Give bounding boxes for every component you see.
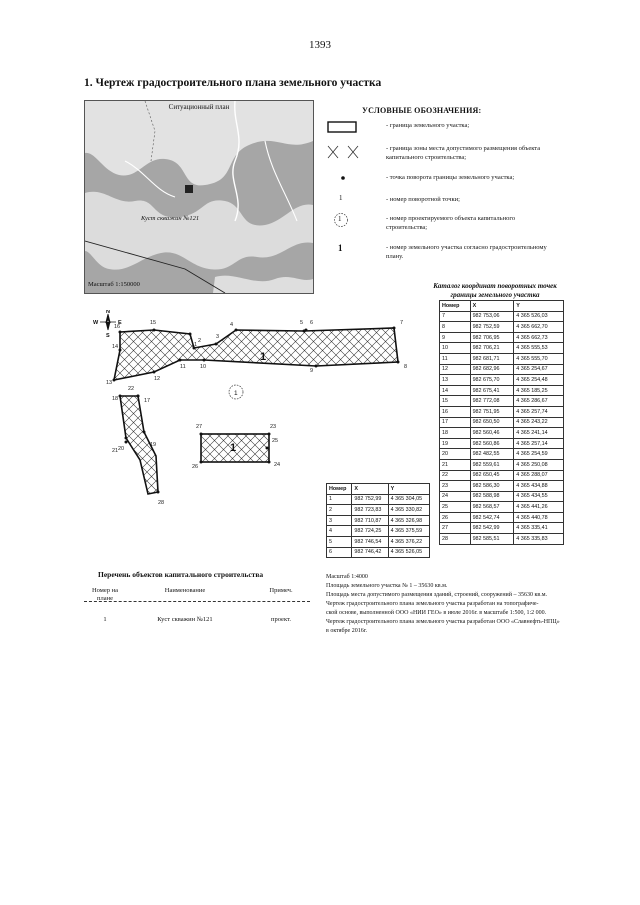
coord-x: 982 675,70 (470, 375, 514, 386)
turn-point-label: 21 (112, 448, 119, 454)
coord-y: 4 365 288,07 (514, 470, 564, 481)
coord-num: 8 (440, 322, 471, 333)
parcel-number-label: 1 (260, 351, 267, 363)
turn-point-dot (153, 371, 156, 374)
turn-point-dot (119, 349, 122, 352)
coord-row (440, 470, 564, 481)
coord-num: 14 (440, 385, 471, 396)
turn-point-dot (215, 343, 218, 346)
coord-header-y: Y (514, 301, 564, 312)
turn-point-label: 8 (404, 364, 408, 370)
coord-x: 982 706,95 (470, 332, 514, 343)
coord-num: 17 (440, 417, 471, 428)
coord-y: 4 365 376,22 (388, 536, 429, 547)
coord-y: 4 365 555,70 (514, 353, 564, 364)
coord-y: 4 365 434,88 (514, 481, 564, 492)
coord-y: 4 365 254,59 (514, 449, 564, 460)
turn-point-label: 17 (144, 398, 151, 404)
legend-dot-icon (340, 175, 346, 181)
coord-x: 982 746,54 (352, 536, 388, 547)
coord-header-num: Номер (327, 484, 352, 495)
turn-point-dot (305, 329, 308, 332)
legend-title: УСЛОВНЫЕ ОБОЗНАЧЕНИЯ: (362, 106, 482, 115)
coord-y: 4 365 257,74 (514, 406, 564, 417)
coord-row (440, 459, 564, 470)
objects-list-title: Перечень объектов капитального строительства (98, 570, 264, 579)
legend-cross-icon (327, 145, 359, 159)
turn-point-dot (125, 441, 128, 444)
situation-scale: Масштаб 1:150000 (88, 281, 140, 288)
coord-num: 10 (440, 343, 471, 354)
turn-point-dot (143, 431, 146, 434)
coord-x: 982 752,99 (352, 494, 388, 505)
turn-point-label: 1 (194, 342, 198, 348)
objects-row-name: Куст скважин №121 (157, 616, 213, 623)
note-scale: Масштаб 1:4000 (326, 574, 368, 580)
coord-x: 982 706,21 (470, 343, 514, 354)
turn-point-dot (189, 333, 192, 336)
coord-row (440, 502, 564, 513)
coord-x: 982 542,99 (470, 523, 514, 534)
legend-rect-icon (327, 121, 357, 133)
turn-point-label: 6 (310, 320, 314, 326)
coord-row (327, 526, 430, 537)
coord-num: 6 (327, 547, 352, 558)
coord-x: 982 542,74 (470, 512, 514, 523)
turn-point-dot (179, 359, 182, 362)
coord-row (440, 385, 564, 396)
coord-num: 12 (440, 364, 471, 375)
coord-x: 982 675,41 (470, 385, 514, 396)
coord-num: 20 (440, 449, 471, 460)
coord-num: 2 (327, 505, 352, 516)
situation-map (84, 100, 314, 294)
turn-point-label: 18 (112, 396, 119, 402)
coord-y: 4 365 440,78 (514, 512, 564, 523)
coord-y: 4 365 335,83 (514, 534, 564, 545)
coord-num: 9 (440, 332, 471, 343)
page-title: 1. Чертеж градостроительного плана земельного участка (84, 77, 382, 89)
coordinate-table-right (439, 300, 564, 545)
coord-row (327, 547, 430, 558)
turn-point-label: 16 (114, 324, 121, 330)
coord-row (440, 523, 564, 534)
turn-point-label: 15 (150, 320, 157, 326)
note-topo-2: ской основе, выполненной ООО «НИИ ГЕО» в июле 2016г. в масштабе 1:500, 1:2 000. (326, 610, 547, 616)
legend-text-parcel: - граница земельного участка; (386, 122, 470, 129)
coord-x: 982 559,61 (470, 459, 514, 470)
coord-num: 23 (440, 481, 471, 492)
turn-point-dot (200, 461, 203, 464)
turn-point-label: 11 (180, 364, 186, 370)
coord-y: 4 365 330,82 (388, 505, 429, 516)
legend-text-point-number: - номер поворотной точки; (386, 196, 460, 203)
turn-point-label: 28 (158, 500, 165, 506)
coord-x: 982 482,55 (470, 449, 514, 460)
coord-x: 982 681,71 (470, 353, 514, 364)
coord-x: 982 746,42 (352, 547, 388, 558)
turn-point-label: 26 (192, 464, 199, 470)
coord-num: 13 (440, 375, 471, 386)
turn-point-dot (268, 433, 271, 436)
coord-row (440, 417, 564, 428)
legend-circle-label: 1 (338, 215, 342, 223)
turn-point-label: 2 (198, 338, 202, 344)
coord-num: 11 (440, 353, 471, 364)
coord-y: 4 365 326,98 (388, 515, 429, 526)
coord-row (440, 343, 564, 354)
legend-text-point: - точка поворота границы земельного участка; (386, 174, 515, 181)
coordinate-catalog-caption: Каталог координат поворотных точек границы земельного участка (433, 282, 557, 299)
legend-text-zone: - граница зоны места допустимого размещения объекта капитального строительства; (386, 145, 541, 162)
note-topo-1: Чертеж градостроительного плана земельного участка разработан на топографиче- (326, 601, 539, 607)
parcel-number-label: 1 (230, 442, 237, 454)
legend-text-object: - номер проектируемого объекта капитального строительства; (386, 215, 516, 232)
coord-row (440, 481, 564, 492)
turn-point-dot (315, 365, 318, 368)
turn-point-dot (157, 491, 160, 494)
coord-y: 4 365 241,14 (514, 428, 564, 439)
coord-row (440, 534, 564, 545)
turn-point-label: 9 (310, 368, 314, 374)
coord-y: 4 365 286,67 (514, 396, 564, 407)
turn-point-dot (200, 433, 203, 436)
coord-y: 4 365 662,70 (514, 322, 564, 333)
turn-point-dot (137, 395, 140, 398)
coord-y: 4 365 304,05 (388, 494, 429, 505)
coord-x: 982 650,45 (470, 470, 514, 481)
turn-point-label: 7 (400, 320, 404, 326)
parcel-plan-drawing (84, 310, 424, 510)
coord-x: 982 710,87 (352, 515, 388, 526)
coord-row (440, 449, 564, 460)
coord-x: 982 772,08 (470, 396, 514, 407)
coord-row (440, 311, 564, 322)
coord-num: 27 (440, 523, 471, 534)
coord-num: 5 (327, 536, 352, 547)
parcel-1-main-polygon (114, 328, 398, 380)
coord-num: 16 (440, 406, 471, 417)
coord-num: 4 (327, 526, 352, 537)
coord-x: 982 650,50 (470, 417, 514, 428)
coord-y: 4 365 375,59 (388, 526, 429, 537)
turn-point-label: 12 (154, 376, 161, 382)
coord-y: 4 365 555,53 (514, 343, 564, 354)
turn-point-label: 4 (230, 322, 234, 328)
coord-num: 18 (440, 428, 471, 439)
legend-parcel-number-symbol: 1 (338, 243, 343, 253)
coord-x: 982 568,57 (470, 502, 514, 513)
situation-bush-label: Куст скважин №121 (141, 215, 200, 222)
turn-point-label: 5 (300, 320, 304, 326)
coord-row (440, 512, 564, 523)
turn-point-label: 10 (200, 364, 207, 370)
coord-header-x: X (352, 484, 388, 495)
note-area-placement: Площадь места допустимого размещения зданий, строений, сооружений – 35630 кв.м. (326, 592, 548, 598)
coord-x: 982 585,51 (470, 534, 514, 545)
objects-header-note: Примеч. (269, 587, 293, 594)
coord-row (440, 332, 564, 343)
objects-header-number: Номер на плане (91, 587, 119, 602)
turn-point-dot (119, 395, 122, 398)
coord-y: 4 365 185,25 (514, 385, 564, 396)
coord-row (327, 515, 430, 526)
coord-x: 982 724,25 (352, 526, 388, 537)
coord-num: 7 (440, 311, 471, 322)
coord-y: 4 365 250,08 (514, 459, 564, 470)
coord-row (440, 375, 564, 386)
coord-row (440, 406, 564, 417)
coord-y: 4 365 434,55 (514, 491, 564, 502)
west-label: W (93, 320, 99, 326)
north-label: N (106, 310, 110, 315)
turn-point-label: 27 (196, 424, 203, 430)
coord-row (440, 353, 564, 364)
coord-num: 3 (327, 515, 352, 526)
objects-divider (84, 601, 310, 602)
situation-map-graphic (85, 101, 313, 293)
coord-y: 4 365 526,05 (388, 547, 429, 558)
coord-y: 4 365 254,48 (514, 375, 564, 386)
turn-point-dot (203, 359, 206, 362)
coord-num: 28 (440, 534, 471, 545)
south-label: S (106, 333, 110, 339)
east-label: E (118, 320, 122, 326)
objects-header-name: Наименование (164, 587, 206, 594)
coord-num: 1 (327, 494, 352, 505)
coord-num: 24 (440, 491, 471, 502)
coord-row (440, 428, 564, 439)
turn-point-label: 22 (128, 386, 135, 392)
coord-num: 26 (440, 512, 471, 523)
turn-point-dot (125, 437, 128, 440)
coord-x: 982 682,96 (470, 364, 514, 375)
turn-point-label: 20 (118, 446, 125, 452)
coord-y: 4 365 243,22 (514, 417, 564, 428)
coord-x: 982 723,83 (352, 505, 388, 516)
coord-y: 4 365 662,73 (514, 332, 564, 343)
turn-point-dot (268, 461, 271, 464)
turn-point-label: 25 (272, 438, 279, 444)
page-number: 1393 (309, 39, 331, 51)
coord-x: 982 751,95 (470, 406, 514, 417)
turn-point-label: 19 (150, 442, 157, 448)
coord-row (440, 396, 564, 407)
objects-row-note: проект. (271, 616, 291, 623)
turn-point-dot (235, 329, 238, 332)
turn-point-dot (119, 331, 122, 334)
turn-point-label: 23 (270, 424, 277, 430)
coord-header-x: X (470, 301, 514, 312)
coord-x: 982 752,59 (470, 322, 514, 333)
turn-point-label: 3 (216, 334, 220, 340)
turn-point-label: 14 (112, 344, 119, 350)
coord-row (440, 364, 564, 375)
note-area-parcel: Площадь земельного участка № 1 – 35630 кв.м. (326, 583, 448, 589)
coord-num: 22 (440, 470, 471, 481)
coord-row (327, 536, 430, 547)
coord-header-y: Y (388, 484, 429, 495)
coord-header-num: Номер (440, 301, 471, 312)
legend-point-number-symbol: 1 (339, 194, 343, 202)
legend-text-parcel-number: - номер земельного участка согласно градостроительному плану. (386, 244, 547, 261)
coord-row (440, 491, 564, 502)
coord-y: 4 365 335,41 (514, 523, 564, 534)
coord-x: 982 560,46 (470, 428, 514, 439)
turn-point-dot (266, 447, 269, 450)
turn-point-dot (113, 379, 116, 382)
note-developer-2: в октябре 2016г. (326, 628, 367, 634)
situation-plan-title: Ситуационный план (168, 103, 230, 111)
coord-x: 982 560,86 (470, 438, 514, 449)
coord-row (440, 438, 564, 449)
coord-num: 19 (440, 438, 471, 449)
coord-num: 25 (440, 502, 471, 513)
note-developer-1: Чертеж градостроительного плана земельного участка разработан ООО «Славнефть-НПЦ» (326, 619, 560, 625)
coord-num: 21 (440, 459, 471, 470)
turn-point-dot (397, 361, 400, 364)
turn-point-label: 13 (106, 380, 113, 386)
turn-point-label: 24 (274, 462, 281, 468)
turn-point-dot (153, 329, 156, 332)
coord-y: 4 365 441,26 (514, 502, 564, 513)
coord-y: 4 365 526,03 (514, 311, 564, 322)
coord-x: 982 588,98 (470, 491, 514, 502)
coord-y: 4 365 257,14 (514, 438, 564, 449)
objects-row-number: 1 (103, 616, 107, 623)
turn-point-dot (393, 327, 396, 330)
coord-x: 982 753,06 (470, 311, 514, 322)
coord-y: 4 365 254,67 (514, 364, 564, 375)
object-number-label: 1 (234, 390, 238, 397)
coord-num: 15 (440, 396, 471, 407)
coord-x: 982 586,30 (470, 481, 514, 492)
coord-row (440, 322, 564, 333)
